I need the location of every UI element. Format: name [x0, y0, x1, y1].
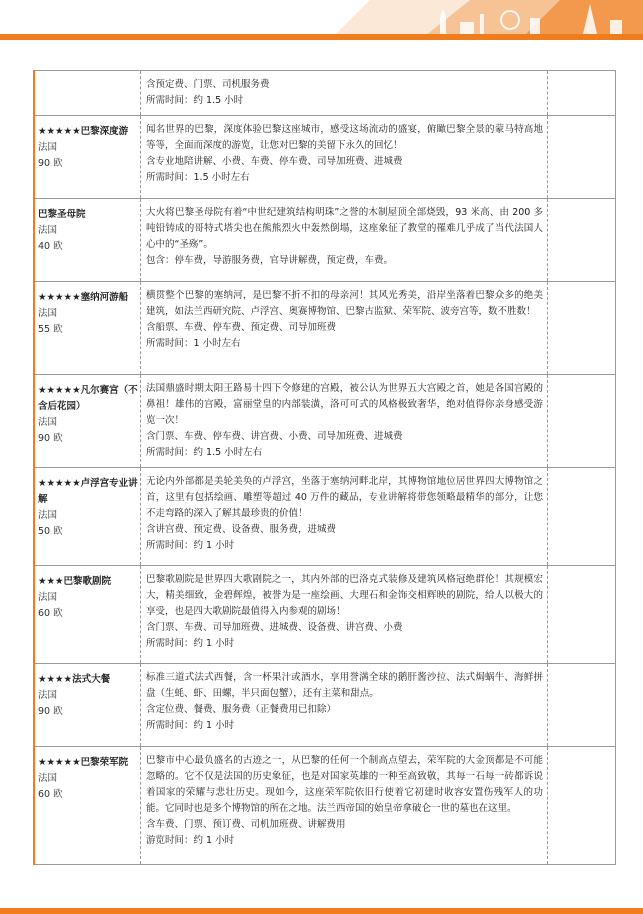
- detail-cell: [141, 71, 548, 116]
- item-price: 90 欧: [38, 433, 63, 444]
- item-includes: 含讲宫费、预定费、设备费、服务费，进城费: [146, 524, 337, 535]
- item-price: 60 欧: [38, 608, 63, 619]
- item-description: 大火将巴黎圣母院有着“中世纪建筑结构明珠”之誉的木制屋顶全部烧毁，93 米高、由 200 多吨铅铸成的哥特式塔尖也在熊熊烈火中轰然倒塌，这座象征了教堂的罹难几乎成了当代法国人心中的“圣殇”。: [146, 207, 543, 250]
- name-cell: [34, 468, 141, 566]
- item-price: 55 欧: [38, 324, 63, 335]
- item-time: 所需时间：约 1 小时: [146, 720, 235, 731]
- table-row: [34, 199, 616, 282]
- name-cell: [34, 747, 141, 865]
- table-row: [34, 664, 616, 747]
- item-country: 法国: [38, 308, 58, 319]
- detail-cell: [141, 375, 548, 468]
- detail-cell: [141, 282, 548, 375]
- item-country: 法国: [38, 773, 58, 784]
- name-cell: [34, 664, 141, 747]
- item-description: 标准三道式法式西餐，含一杯果汁或酒水，享用誉满全球的鹅肝酱沙拉、法式焗蜗牛、海鲜拼盘（生蚝、虾、田螺，半只面包蟹），还有主菜和甜点。: [146, 672, 543, 699]
- item-country: 法国: [38, 510, 58, 521]
- name-cell: [34, 566, 141, 664]
- extra-cell: [548, 468, 616, 566]
- detail-cell: [141, 566, 548, 664]
- item-description: 无论内外部都是美轮美奂的卢浮宫，坐落于塞纳河畔北岸，其博物馆地位居世界四大博物馆之首，这里有包括绘画、雕塑等超过 40 万件的藏品，专业讲解将带您领略最精华的部分，让您不走弯路的深入了解其最珍贵的价值！: [146, 476, 543, 519]
- item-name: ★★★★★塞纳河游船: [38, 292, 129, 303]
- extra-cell: [548, 566, 616, 664]
- table-row: [34, 71, 616, 116]
- item-time: 所需时间：1.5 小时左右: [146, 172, 250, 183]
- item-description: 巴黎歌剧院是世界四大歌剧院之一，其内外部的巴洛克式装修及建筑风格冠绝群伦！其规模宏大，精美细致，金碧辉煌，被誉为是一座绘画、大理石和金饰交相辉映的剧院，给人以极大的享受，也是四大歌剧院最值得入内参观的剧场！: [146, 574, 543, 617]
- item-name: ★★★★★巴黎深度游: [38, 126, 129, 137]
- detail-cell: [141, 468, 548, 566]
- item-includes: 含门票、车费、停车费、讲宫费、小费、司导加班费、进城费: [146, 431, 403, 442]
- item-time: 游览时间：约 1 小时: [146, 835, 235, 846]
- name-cell: [34, 199, 141, 282]
- extra-cell: [548, 375, 616, 468]
- item-country: 法国: [38, 690, 58, 701]
- item-time: 所需时间：1 小时左右: [146, 338, 241, 349]
- item-description: 巴黎市中心最负盛名的古迹之一，从巴黎的任何一个制高点望去，荣军院的大金顶都是不可能忽略的。它不仅是法国的历史象征，也是对国家英雄的一种至高致敬，其每一石每一砖都诉说着国家的荣耀与悲壮历史。现如今，这座荣军院依旧行使着它初建时收容安置伤残军人的功能。它同时也是多个博物馆的所在之地。法兰西帝国的始皇帝拿破仑一世的墓也在这里。: [146, 755, 543, 814]
- detail-cell: [141, 747, 548, 865]
- table-row: [34, 282, 616, 375]
- item-price: 90 欧: [38, 706, 63, 717]
- item-includes: 含专业地陪讲解、小费、车费、停车费、司导加班费、进城费: [146, 156, 403, 167]
- item-price: 40 欧: [38, 241, 63, 252]
- item-includes: 含门票、车费、司导加班费、进城费、设备费、讲宫费、小费: [146, 622, 403, 633]
- item-time: 所需时间：约 1.5 小时左右: [146, 447, 263, 458]
- time-text: 所需时间：约 1.5 小时: [146, 95, 244, 106]
- item-country: 法国: [38, 142, 58, 153]
- item-country: 法国: [38, 225, 58, 236]
- item-name: ★★★★★凡尔赛宫（不含后花园）: [38, 385, 138, 412]
- item-price: 50 欧: [38, 526, 63, 537]
- table-row: [34, 468, 616, 566]
- item-includes: 含船票、车费、停车费、预定费、司导加班费: [146, 322, 337, 333]
- item-time: 所需时间：约 1 小时: [146, 540, 235, 551]
- extra-cell: [548, 71, 616, 116]
- detail-cell: [141, 116, 548, 199]
- item-name: 巴黎圣母院: [38, 209, 86, 220]
- extra-cell: [548, 199, 616, 282]
- table-row: [34, 375, 616, 468]
- item-price: 90 欧: [38, 158, 63, 169]
- detail-cell: [141, 664, 548, 747]
- item-country: 法国: [38, 417, 58, 428]
- item-description: 闻名世界的巴黎，深度体验巴黎这座城市，感受这场流动的盛宴，俯瞰巴黎全景的蒙马特高地等等，全面而深度的游览，让您对巴黎的美留下永久的回忆！: [146, 124, 543, 151]
- item-name: ★★★巴黎歌剧院: [38, 576, 112, 587]
- item-description: 横贯整个巴黎的塞纳河，是巴黎不折不扣的母亲河！其风光秀美，沿岸坐落着巴黎众多的绝美建筑，如法兰西研究院、卢浮宫、奥赛博物馆、巴黎古监狱、荣军院、波旁宫等，数不胜数！: [146, 290, 543, 317]
- table-row: [34, 747, 616, 865]
- name-cell: [34, 71, 141, 116]
- item-description: 法国鼎盛时期太阳王路易十四下令修建的宫殿，被公认为世界五大宫殿之首，她是各国宫殿的鼻祖！雄伟的宫殿，富丽堂皇的内部装潢，洛可可式的风格极致奢华，绝对值得你亲身感受游览一次！: [146, 383, 543, 426]
- table-row: [34, 116, 616, 199]
- item-includes: 含车费、门票、预订费、司机加班费、讲解费用: [146, 819, 346, 830]
- name-cell: [34, 375, 141, 468]
- item-name: ★★★★法式大餐: [38, 674, 111, 685]
- itinerary-table: [33, 70, 616, 865]
- extra-cell: [548, 664, 616, 747]
- item-country: 法国: [38, 592, 58, 603]
- extra-cell: [548, 282, 616, 375]
- footer-bar: [0, 908, 643, 914]
- item-includes: 包含：停车费，导游服务费，官导讲解费，预定费，车费。: [146, 255, 394, 266]
- table-row: [34, 566, 616, 664]
- detail-cell: [141, 199, 548, 282]
- item-name: ★★★★★卢浮宫专业讲解: [38, 478, 138, 505]
- item-name: ★★★★★巴黎荣军院: [38, 757, 129, 768]
- item-price: 60 欧: [38, 789, 63, 800]
- extra-cell: [548, 747, 616, 865]
- extra-cell: [548, 116, 616, 199]
- name-cell: [34, 282, 141, 375]
- item-includes: 含定位费、餐费、服务费（正餐费用已扣除）: [146, 704, 337, 715]
- name-cell: [34, 116, 141, 199]
- header-banner: [0, 0, 643, 40]
- item-time: 所需时间：约 1 小时: [146, 638, 235, 649]
- includes-text: 含预定费、门票、司机服务费: [146, 79, 270, 90]
